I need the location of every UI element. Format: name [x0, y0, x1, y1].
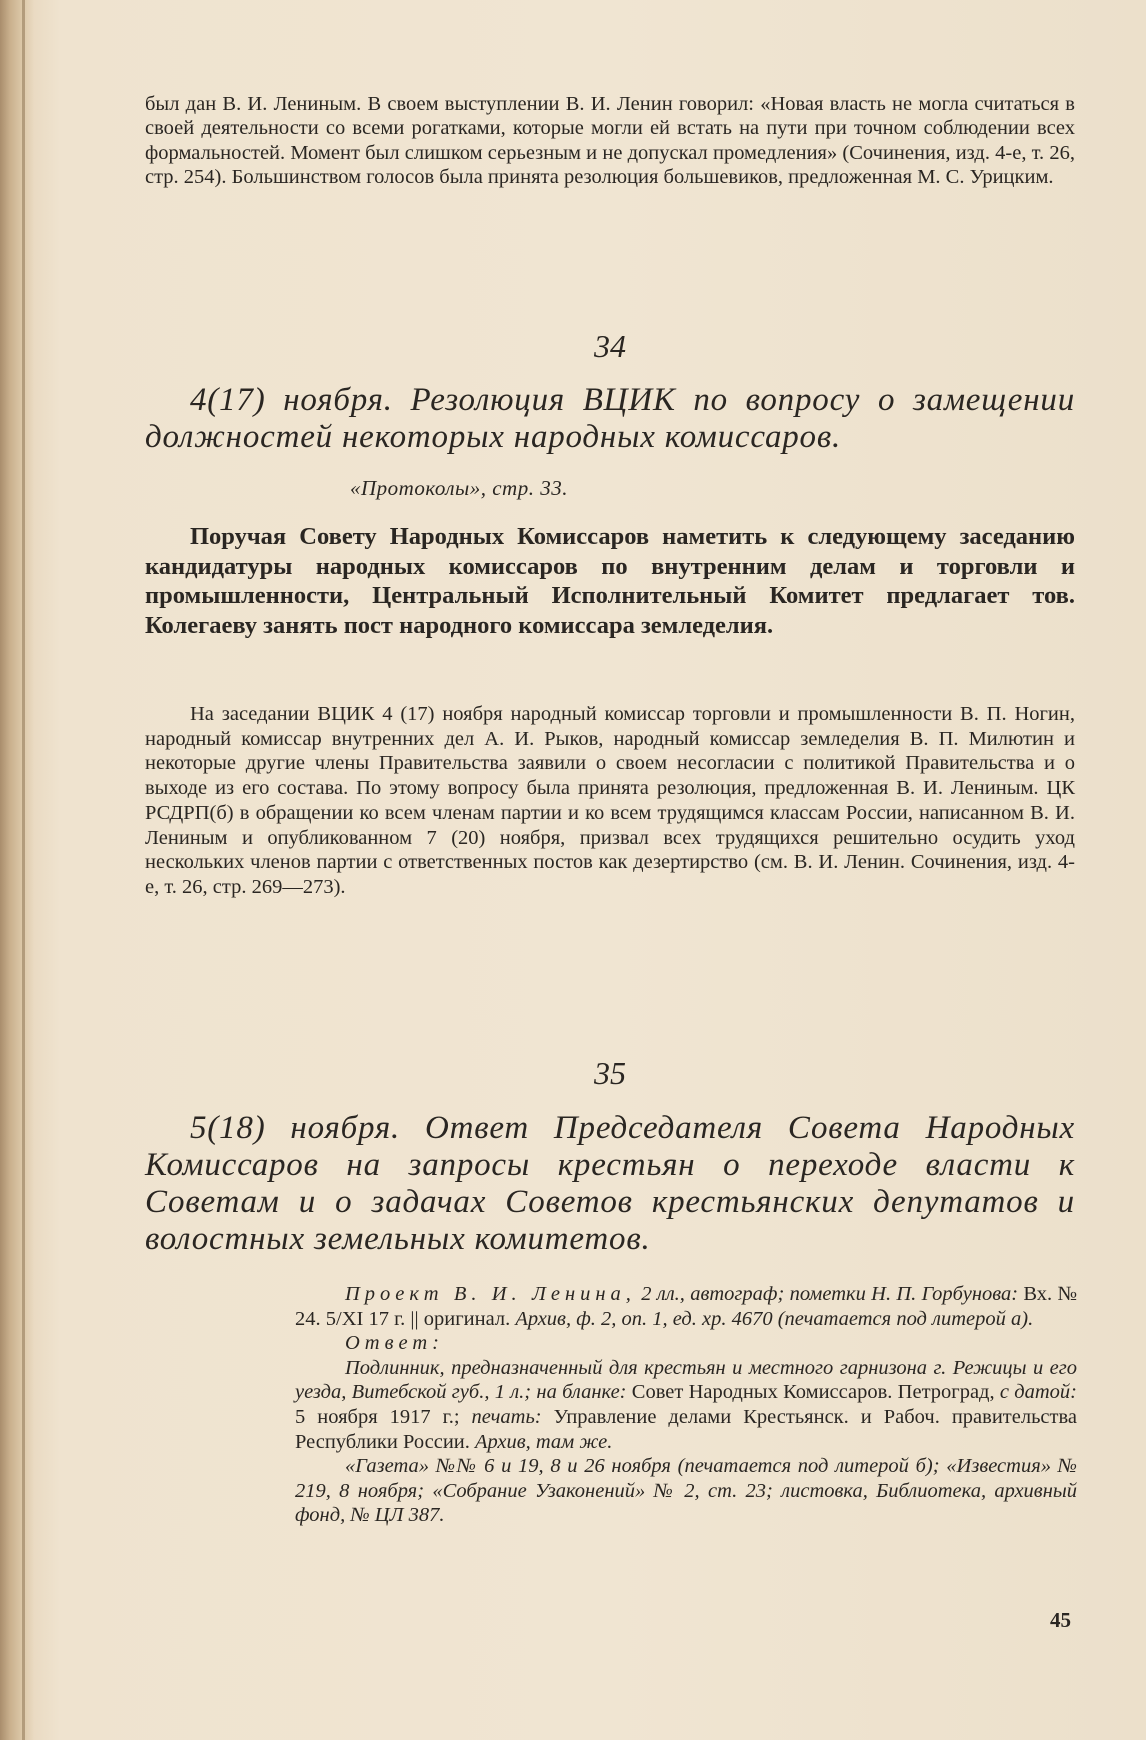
answer-italic: Подлинник, предназначенный для крестьян и местного гарнизона г. Режицы и его уезда, Витебской губ., 1 л.; на бланке: [295, 1356, 1077, 1404]
answer-label: Ответ: [345, 1332, 444, 1355]
page-binding-edge [0, 0, 34, 1740]
document-heading-34 [145, 382, 1075, 456]
source-answer [295, 1356, 1077, 1454]
source-project-spaced: Проект В. И. Ленина, [345, 1283, 636, 1305]
answer-seal-text: Управление делами Крестьянск. и Рабоч. правительства Республики России. [295, 1405, 1077, 1453]
note-34-text: На заседании ВЦИК 4 (17) ноября народный комиссар торговли и промышленности В. П. Ногин, народный комиссар внутренних дел А. И. Рыков, народный комиссар земледелия В. П. Милютин и некоторые другие члены Правительства заявили о своем несогласии с политикой Правительства и о выходе из его состава. По этому вопросу была принята резолюция, предложенная В. И. Лениным. ЦК РСДРП(б) в обращении ко всем членам партии и ко всем трудящимся классам России, написанном В. И. Лениным и опубликованном 7 (20) ноября, призвал всех трудящихся решительно осудить уход нескольких членов партии с ответственных постов как дезертирство (см. В. И. Ленин. Сочинения, изд. 4-е, т. 26, стр. 269—273). [145, 703, 1075, 898]
heading-34-text: 4(17) ноября. Резолюция ВЦИК по вопросу о замещении должностей некоторых народных комиссаров. [145, 382, 1075, 455]
intro-text: был дан В. И. Лениным. В своем выступлении В. И. Ленин говорил: «Новая власть не могла считаться в своей деятельности со всеми рогатками, которые могли ей встать на пути при точном соблюдении всех формальностей. Момент был слишком серьезным и не допускал промедления» (Сочинения, изд. 4-е, т. 26, стр. 254). Большинством голосов была принята резолюция большевиков, предложенная М. С. Урицким. [145, 93, 1075, 188]
answer-seal-label: печать: [471, 1405, 542, 1428]
heading-35-text: 5(18) ноября. Ответ Председателя Совета Народных Комиссаров на запросы крестьян о переходе власти к Советам и о задачах Советов крестьянских депутатов и волостных земельных комитетов. [145, 1110, 1075, 1257]
resolution-text-34 [145, 522, 1075, 640]
source-publications: «Газета» №№ 6 и 19, 8 и 26 ноября (печатается под литерой б); «Известия» № 219, 8 ноября; «Собрание Узаконений» № 2, ст. 23; листовка, Библиотека, архивный фонд, № ЦЛ 387. [295, 1455, 1077, 1527]
document-sources-35 [295, 1282, 1077, 1528]
editorial-note-34 [145, 702, 1075, 900]
intro-paragraph [145, 92, 1075, 189]
resolution-body: Поручая Совету Народных Комиссаров наметить к следующему заседанию кандидатуры народных комиссаров по внутренним делам и торговли и промышленности, Центральный Исполнительный Комитет предлагает тов. Колегаеву занять пост народного комиссара земледелия. [145, 523, 1075, 639]
document-number-35: 35 [594, 1055, 626, 1091]
answer-plain: Совет Народных Комиссаров. Петроград, [631, 1381, 995, 1404]
source-project [295, 1282, 1077, 1331]
source-project-rest: 2 лл., автограф; пометки Н. П. Горбунова: [641, 1283, 1019, 1305]
source-project-plain: Вх. № 24. 5/XI 17 г. || оригинал. [295, 1283, 1078, 1330]
document-heading-35 [145, 1110, 1075, 1258]
answer-date: 5 ноября 1917 г.; [295, 1405, 460, 1428]
document-number-34: 34 [594, 328, 626, 364]
answer-archive: Архив, там же. [475, 1430, 613, 1453]
source-answer-label [295, 1331, 1077, 1356]
source-project-archive: Архив, ф. 2, оп. 1, ед. хр. 4670 (печатается под литерой а). [515, 1307, 1034, 1330]
document-source-34: «Протоколы», стр. 33. [350, 476, 568, 500]
binding-shadow-line [22, 0, 25, 1740]
page-number: 45 [1050, 1608, 1071, 1632]
answer-dated: с датой: [999, 1381, 1078, 1404]
